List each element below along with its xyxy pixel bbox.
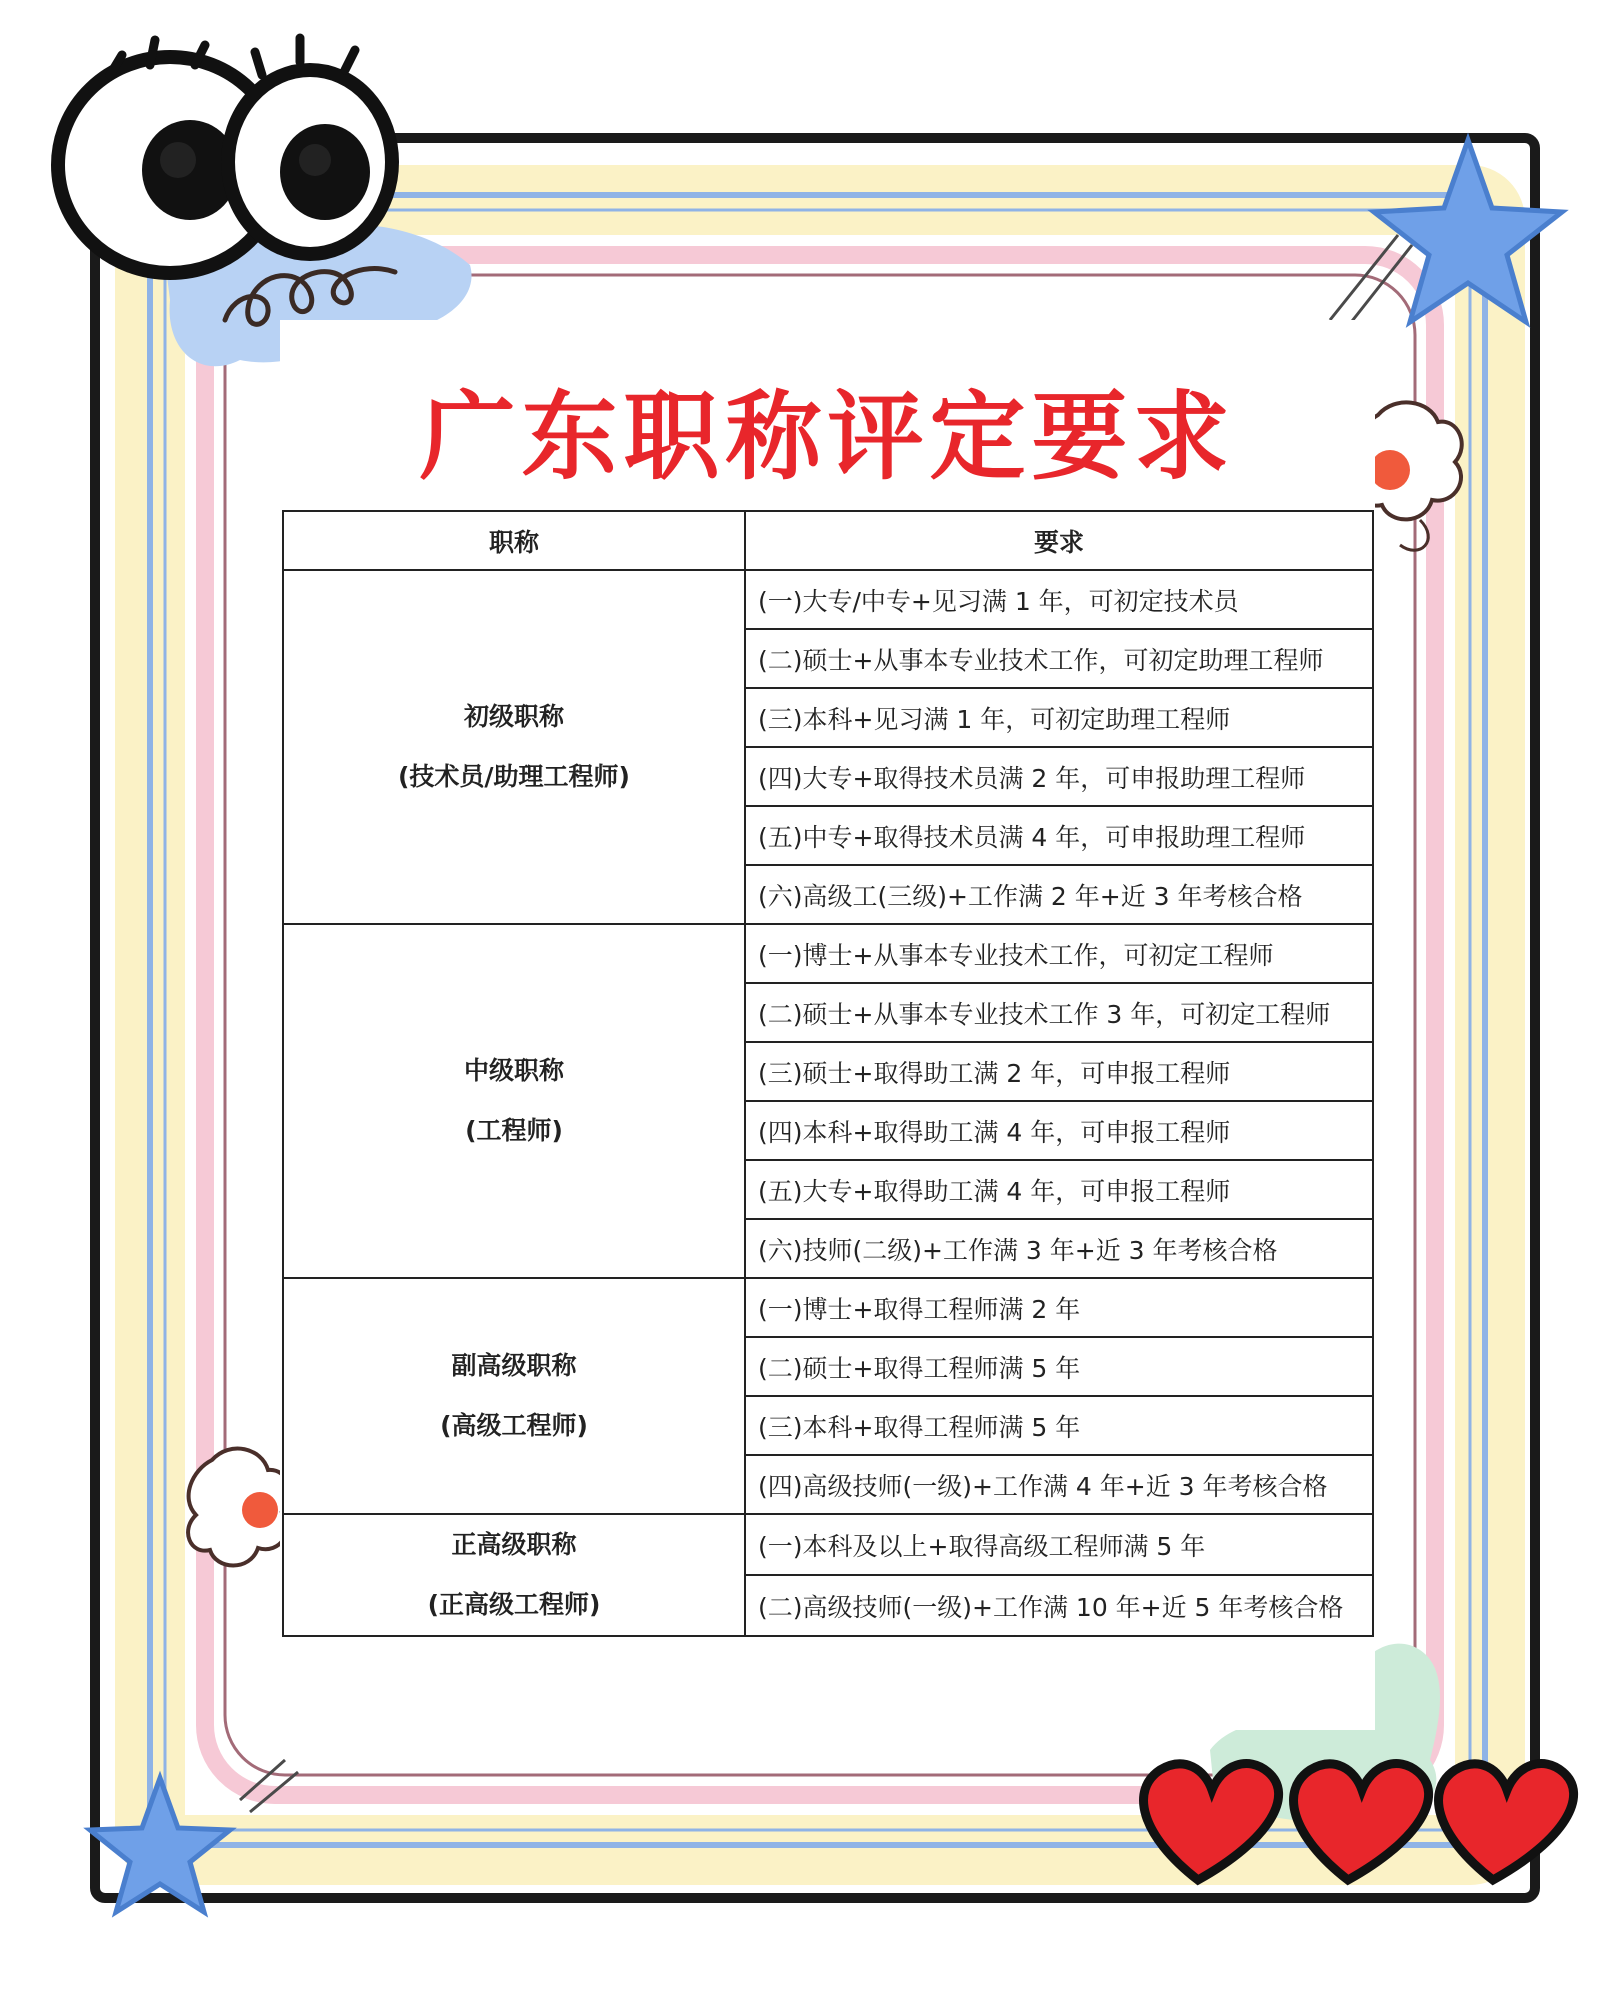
page-title: 广东职称评定要求 bbox=[419, 381, 1236, 493]
category-name: 初级职称 bbox=[463, 702, 564, 731]
requirement-item: (六)高级工(三级)+工作满 2 年+近 3 年考核合格 bbox=[745, 865, 1373, 924]
category-sub: (技术员/助理工程师) bbox=[398, 762, 630, 791]
table-row bbox=[283, 924, 1373, 983]
requirement-item: (三)本科+取得工程师满 5 年 bbox=[745, 1396, 1373, 1455]
flower-icon-left bbox=[188, 1449, 290, 1566]
cartoon-eyes bbox=[58, 38, 392, 273]
table-row bbox=[283, 570, 1373, 629]
requirement-item: (一)博士+从事本专业技术工作，可初定工程师 bbox=[745, 924, 1373, 983]
category-name: 正高级职称 bbox=[451, 1530, 577, 1559]
header-requirements: 要求 bbox=[745, 511, 1373, 570]
requirement-item: (二)高级技师(一级)+工作满 10 年+近 5 年考核合格 bbox=[745, 1575, 1373, 1636]
requirement-item: (三)本科+见习满 1 年，可初定助理工程师 bbox=[745, 688, 1373, 747]
requirement-item: (一)大专/中专+见习满 1 年，可初定技术员 bbox=[745, 570, 1373, 629]
requirement-item: (三)硕士+取得助工满 2 年，可申报工程师 bbox=[745, 1042, 1373, 1101]
requirements-table bbox=[282, 510, 1374, 1637]
requirement-item: (六)技师(二级)+工作满 3 年+近 3 年考核合格 bbox=[745, 1219, 1373, 1278]
table-row bbox=[283, 1514, 1373, 1575]
requirement-item: (二)硕士+从事本专业技术工作，可初定助理工程师 bbox=[745, 629, 1373, 688]
requirement-item: (四)高级技师(一级)+工作满 4 年+近 3 年考核合格 bbox=[745, 1455, 1373, 1514]
category-name: 副高级职称 bbox=[451, 1351, 577, 1380]
requirement-item: (一)博士+取得工程师满 2 年 bbox=[745, 1278, 1373, 1337]
requirement-item: (二)硕士+取得工程师满 5 年 bbox=[745, 1337, 1373, 1396]
table-row bbox=[283, 1278, 1373, 1337]
category-senior bbox=[283, 1514, 745, 1636]
category-sub: (工程师) bbox=[465, 1116, 563, 1145]
category-name: 中级职称 bbox=[463, 1056, 564, 1085]
requirement-item: (二)硕士+从事本专业技术工作 3 年，可初定工程师 bbox=[745, 983, 1373, 1042]
requirement-item: (五)大专+取得助工满 4 年，可申报工程师 bbox=[745, 1160, 1373, 1219]
category-sub: (高级工程师) bbox=[440, 1411, 588, 1440]
table-header-row bbox=[283, 511, 1373, 570]
category-sub: (正高级工程师) bbox=[427, 1590, 601, 1619]
category-associate-senior bbox=[283, 1278, 745, 1514]
requirement-item: (一)本科及以上+取得高级工程师满 5 年 bbox=[745, 1514, 1373, 1575]
category-junior bbox=[283, 570, 745, 924]
category-intermediate bbox=[283, 924, 745, 1278]
requirement-item: (五)中专+取得技术员满 4 年，可申报助理工程师 bbox=[745, 806, 1373, 865]
heart-icon-row bbox=[1144, 1764, 1574, 1880]
requirement-item: (四)大专+取得技术员满 2 年，可申报助理工程师 bbox=[745, 747, 1373, 806]
requirement-item: (四)本科+取得助工满 4 年，可申报工程师 bbox=[745, 1101, 1373, 1160]
header-title-level: 职称 bbox=[283, 511, 745, 570]
